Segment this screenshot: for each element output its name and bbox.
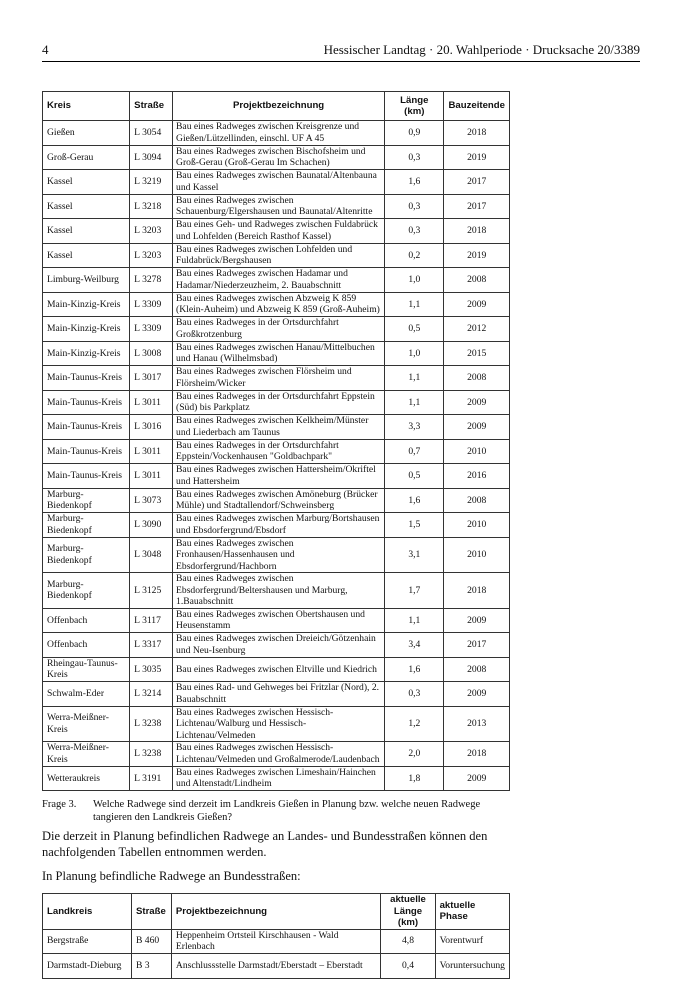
table-cell: Main-Kinzig-Kreis <box>43 317 130 342</box>
table-row <box>43 121 510 146</box>
table-cell: 2010 <box>444 513 510 538</box>
table-row <box>43 608 510 633</box>
table-cell: 2017 <box>444 633 510 658</box>
table-cell: Bau eines Radweges in der Ortsdurchfahrt Großkrotzenburg <box>173 317 385 342</box>
table-cell: 2016 <box>444 464 510 489</box>
table-cell: Bau eines Geh- und Radweges zwischen Fuldabrück und Lohfelden (Bereich Rasthof Kassel) <box>173 219 385 244</box>
table-header-row <box>43 894 510 930</box>
table-cell: Bau eines Radweges zwischen Limeshain/Hainchen und Altenstadt/Lindheim <box>173 766 385 791</box>
table-row <box>43 488 510 513</box>
table-cell: L 3016 <box>130 415 173 440</box>
table-cell: Bau eines Radweges zwischen Amöneburg (Brücker Mühle) und Stadtallendorf/Schweinsberg <box>173 488 385 513</box>
table-cell: 1,5 <box>385 513 444 538</box>
table-cell: 1,6 <box>385 488 444 513</box>
completed-bike-paths-table <box>42 91 510 791</box>
table-cell: Bau eines Rad- und Gehweges bei Fritzlar (Nord), 2. Bauabschnitt <box>173 682 385 707</box>
table-cell: L 3203 <box>130 219 173 244</box>
table-cell: Bau eines Radweges zwischen Flörsheim und Flörsheim/Wicker <box>173 366 385 391</box>
table-cell: 0,5 <box>385 464 444 489</box>
column-header-laenge: aktuelle Länge (km) <box>381 894 435 930</box>
table-cell: 2013 <box>444 706 510 742</box>
table-row <box>43 243 510 268</box>
table-cell: Main-Taunus-Kreis <box>43 366 130 391</box>
table-cell: Werra-Meißner-Kreis <box>43 706 130 742</box>
table-row <box>43 953 510 978</box>
table-cell: Bau eines Radweges in der Ortsdurchfahrt Eppstein/Vockenhausen "Goldbachpark" <box>173 439 385 464</box>
table-cell: 2009 <box>444 415 510 440</box>
column-header-projekt: Projektbezeichnung <box>171 894 381 930</box>
table-cell: Offenbach <box>43 608 130 633</box>
table-cell: L 3073 <box>130 488 173 513</box>
table-cell: 1,1 <box>385 390 444 415</box>
table-cell: L 3218 <box>130 194 173 219</box>
table-cell: 2010 <box>444 439 510 464</box>
table-cell: 1,2 <box>385 706 444 742</box>
table-cell: Heppenheim Ortsteil Kirschhausen - Wald Erlenbach <box>171 929 381 953</box>
column-header-projekt: Projektbezeichnung <box>173 92 385 121</box>
table-cell: 2012 <box>444 317 510 342</box>
table-cell: L 3048 <box>130 537 173 573</box>
question-text: Welche Radwege sind derzeit im Landkreis Gießen in Planung bzw. welche neuen Radwege tangieren den Landkreis Gießen? <box>93 799 481 823</box>
table-row <box>43 929 510 953</box>
table-cell: Main-Taunus-Kreis <box>43 464 130 489</box>
table-cell: Bau eines Radweges zwischen Hattersheim/Okriftel und Hattersheim <box>173 464 385 489</box>
table-cell: L 3309 <box>130 292 173 317</box>
table-cell: L 3090 <box>130 513 173 538</box>
table-cell: Wetteraukreis <box>43 766 130 791</box>
table-cell: L 3008 <box>130 341 173 366</box>
table-row <box>43 633 510 658</box>
table-cell: 0,3 <box>385 682 444 707</box>
table-cell: 2017 <box>444 170 510 195</box>
table-row <box>43 682 510 707</box>
table-cell: 1,6 <box>385 657 444 682</box>
table-cell: Bau eines Radweges in der Ortsdurchfahrt Eppstein (Süd) bis Parkplatz <box>173 390 385 415</box>
table-cell: Bau eines Radweges zwischen Eltville und Kiedrich <box>173 657 385 682</box>
table-cell: Bau eines Radweges zwischen Bischofsheim und Groß-Gerau (Groß-Gerau Im Schachen) <box>173 145 385 170</box>
table-cell: Main-Kinzig-Kreis <box>43 341 130 366</box>
table-cell: Marburg-Biedenkopf <box>43 537 130 573</box>
table-row <box>43 742 510 767</box>
table-cell: Gießen <box>43 121 130 146</box>
column-header-kreis: Kreis <box>43 92 130 121</box>
table-cell: Bau eines Radweges zwischen Hadamar und Hadamar/Niederzeuzheim, 2. Bauabschnitt <box>173 268 385 293</box>
table-row <box>43 537 510 573</box>
table-cell: Main-Taunus-Kreis <box>43 439 130 464</box>
table-cell: L 3011 <box>130 390 173 415</box>
table-cell: 1,1 <box>385 608 444 633</box>
table-cell: L 3054 <box>130 121 173 146</box>
table-row <box>43 317 510 342</box>
answer-paragraph: Die derzeit in Planung befindlichen Radwege an Landes- und Bundesstraßen können den nachfolgenden Tabellen entnommen werden. <box>42 829 488 859</box>
table-cell: 0,3 <box>385 145 444 170</box>
table-row <box>43 194 510 219</box>
column-header-bauzeitende: Bauzeitende <box>444 92 510 121</box>
table-row <box>43 573 510 609</box>
table-cell: Bau eines Radweges zwischen Kelkheim/Münster und Liederbach am Taunus <box>173 415 385 440</box>
table-row <box>43 415 510 440</box>
table-cell: L 3309 <box>130 317 173 342</box>
table-cell: Darmstadt-Dieburg <box>43 953 132 978</box>
column-header-laenge: Länge (km) <box>385 92 444 121</box>
table-row <box>43 219 510 244</box>
column-header-strasse: Straße <box>131 894 171 930</box>
table-cell: L 3117 <box>130 608 173 633</box>
table-row <box>43 464 510 489</box>
table-cell: L 3011 <box>130 439 173 464</box>
table-cell: 2017 <box>444 194 510 219</box>
column-header-landkreis: Landkreis <box>43 894 132 930</box>
table-cell: 0,3 <box>385 219 444 244</box>
table-cell: Kassel <box>43 219 130 244</box>
table-cell: L 3191 <box>130 766 173 791</box>
table-cell: L 3219 <box>130 170 173 195</box>
table-cell: Marburg-Biedenkopf <box>43 488 130 513</box>
table-cell: 2009 <box>444 608 510 633</box>
table-cell: Bau eines Radweges zwischen Baunatal/Altenbauna und Kassel <box>173 170 385 195</box>
table-cell: 0,4 <box>381 953 435 978</box>
table-cell: Bau eines Radweges zwischen Dreieich/Götzenhain und Neu-Isenburg <box>173 633 385 658</box>
table-cell: Kassel <box>43 243 130 268</box>
section-caption: In Planung befindliche Radwege an Bundesstraßen: <box>42 869 301 883</box>
table-cell: 2018 <box>444 219 510 244</box>
table-cell: Bau eines Radweges zwischen Lohfelden und Fuldabrück/Bergshausen <box>173 243 385 268</box>
table-row <box>43 366 510 391</box>
table-row <box>43 706 510 742</box>
table-cell: Bau eines Radweges zwischen Kreisgrenze und Gießen/Lützellinden, einschl. UF A 45 <box>173 121 385 146</box>
running-head: Hessischer Landtag · 20. Wahlperiode · Drucksache 20/3389 <box>323 42 640 57</box>
table-cell: Offenbach <box>43 633 130 658</box>
table-cell: Werra-Meißner-Kreis <box>43 742 130 767</box>
table-row <box>43 390 510 415</box>
table-header-row <box>43 92 510 121</box>
table-cell: 2019 <box>444 145 510 170</box>
column-header-phase: aktuelle Phase <box>435 894 509 930</box>
table-cell: 1,7 <box>385 573 444 609</box>
table-row <box>43 145 510 170</box>
table-row <box>43 292 510 317</box>
table-cell: 2009 <box>444 682 510 707</box>
table-cell: B 3 <box>131 953 171 978</box>
table-cell: Anschlussstelle Darmstadt/Eberstadt – Eberstadt <box>171 953 381 978</box>
table-cell: Kassel <box>43 194 130 219</box>
table-cell: L 3238 <box>130 706 173 742</box>
table-row <box>43 268 510 293</box>
table-cell: L 3214 <box>130 682 173 707</box>
table-cell: 2010 <box>444 537 510 573</box>
table-cell: 1,8 <box>385 766 444 791</box>
table-cell: Main-Taunus-Kreis <box>43 415 130 440</box>
table-cell: 1,6 <box>385 170 444 195</box>
table-cell: Limburg-Weilburg <box>43 268 130 293</box>
table-cell: L 3317 <box>130 633 173 658</box>
table-cell: L 3278 <box>130 268 173 293</box>
table-cell: Bau eines Radweges zwischen Marburg/Bortshausen und Ebsdorfergrund/Ebsdorf <box>173 513 385 538</box>
table-row <box>43 766 510 791</box>
table-cell: Vorentwurf <box>435 929 509 953</box>
table-cell: Rheingau-Taunus-Kreis <box>43 657 130 682</box>
table-cell: B 460 <box>131 929 171 953</box>
table-cell: 0,5 <box>385 317 444 342</box>
table-cell: 2008 <box>444 268 510 293</box>
table-cell: 4,8 <box>381 929 435 953</box>
column-header-strasse: Straße <box>130 92 173 121</box>
table-cell: 2018 <box>444 742 510 767</box>
table-cell: 1,1 <box>385 292 444 317</box>
table-cell: L 3203 <box>130 243 173 268</box>
table-cell: Bau eines Radweges zwischen Schauenburg/Elgershausen und Baunatal/Altenritte <box>173 194 385 219</box>
table-row <box>43 170 510 195</box>
table-cell: Bau eines Radweges zwischen Fronhausen/Hassenhausen und Ebsdorfergrund/Hachborn <box>173 537 385 573</box>
table-cell: 2018 <box>444 573 510 609</box>
table-cell: 1,1 <box>385 366 444 391</box>
table-cell: 3,4 <box>385 633 444 658</box>
table-cell: Main-Taunus-Kreis <box>43 390 130 415</box>
header-rule <box>42 61 640 62</box>
table-row <box>43 439 510 464</box>
table-row <box>43 341 510 366</box>
table-cell: 1,0 <box>385 268 444 293</box>
table-cell: 2009 <box>444 292 510 317</box>
table-cell: Bau eines Radweges zwischen Hanau/Mittelbuchen und Hanau (Wilhelmsbad) <box>173 341 385 366</box>
table-cell: 0,3 <box>385 194 444 219</box>
table-cell: 2015 <box>444 341 510 366</box>
table-cell: Main-Kinzig-Kreis <box>43 292 130 317</box>
table-cell: Bau eines Radweges zwischen Obertshausen und Heusenstamm <box>173 608 385 633</box>
table-cell: 0,7 <box>385 439 444 464</box>
table-cell: Bergstraße <box>43 929 132 953</box>
table-cell: Bau eines Radweges zwischen Hessisch-Lichtenau/Walburg und Hessisch-Lichtenau/Velmeden <box>173 706 385 742</box>
table-cell: 1,0 <box>385 341 444 366</box>
table-row <box>43 657 510 682</box>
table-cell: Marburg-Biedenkopf <box>43 513 130 538</box>
table-cell: L 3011 <box>130 464 173 489</box>
table-cell: 2008 <box>444 488 510 513</box>
question-number: Frage 3. <box>42 799 77 810</box>
table-cell: 2018 <box>444 121 510 146</box>
table-cell: 2,0 <box>385 742 444 767</box>
table-cell: 2008 <box>444 366 510 391</box>
table-cell: Kassel <box>43 170 130 195</box>
table-cell: Marburg-Biedenkopf <box>43 573 130 609</box>
table-cell: 2008 <box>444 657 510 682</box>
table-cell: Bau eines Radweges zwischen Ebsdorfergrund/Beltershausen und Marburg, 1.Bauabschnitt <box>173 573 385 609</box>
table-cell: L 3035 <box>130 657 173 682</box>
table-row <box>43 513 510 538</box>
table-cell: Bau eines Radweges zwischen Abzweig K 859 (Klein-Auheim) und Abzweig K 859 (Groß-Auheim) <box>173 292 385 317</box>
table-cell: L 3238 <box>130 742 173 767</box>
table-cell: Schwalm-Eder <box>43 682 130 707</box>
table-cell: Groß-Gerau <box>43 145 130 170</box>
page-header <box>42 40 640 60</box>
table-cell: Bau eines Radweges zwischen Hessisch-Lichtenau/Velmeden und Großalmerode/Laudenbach <box>173 742 385 767</box>
table-cell: L 3094 <box>130 145 173 170</box>
table-cell: L 3017 <box>130 366 173 391</box>
table-cell: Voruntersuchung <box>435 953 509 978</box>
table-cell: 2019 <box>444 243 510 268</box>
table-cell: 2009 <box>444 390 510 415</box>
table-cell: 2009 <box>444 766 510 791</box>
table-cell: 3,1 <box>385 537 444 573</box>
table-cell: 3,3 <box>385 415 444 440</box>
table-cell: L 3125 <box>130 573 173 609</box>
planned-bike-paths-table <box>42 893 510 979</box>
table-cell: 0,9 <box>385 121 444 146</box>
page-number: 4 <box>42 42 49 57</box>
table-cell: 0,2 <box>385 243 444 268</box>
